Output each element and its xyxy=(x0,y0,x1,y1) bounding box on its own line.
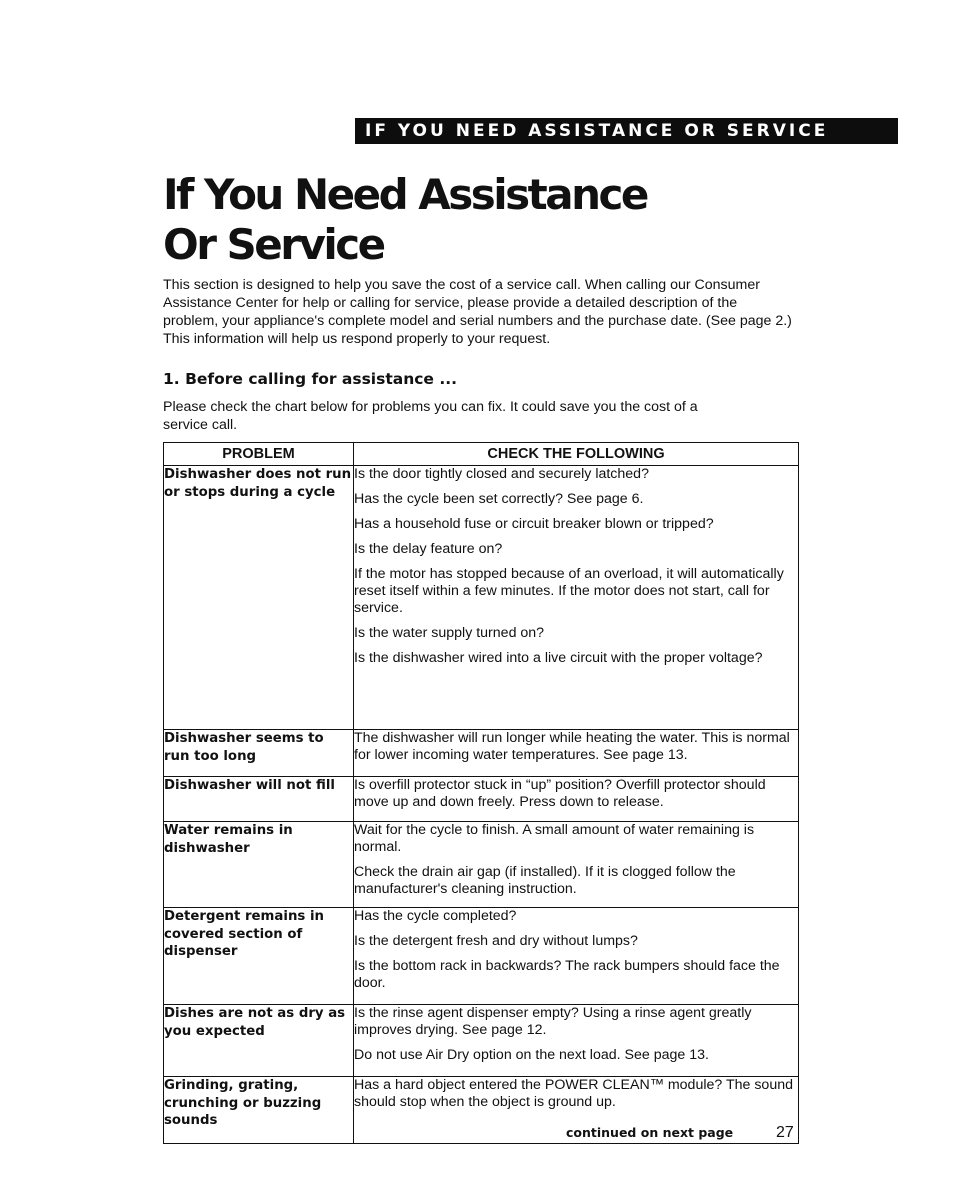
check-item: Is the water supply turned on? xyxy=(354,625,545,641)
troubleshooting-table xyxy=(163,442,799,1144)
problem-cell: Detergent remains in covered section of dispenser xyxy=(164,908,354,1005)
table-row xyxy=(164,466,799,730)
check-item: Is the door tightly closed and securely latched? xyxy=(354,466,649,482)
problem-cell: Dishes are not as dry as you expected xyxy=(164,1005,354,1077)
table-header-row xyxy=(164,443,799,466)
problem-cell: Dishwasher will not fill xyxy=(164,777,354,822)
check-item: Check the drain air gap (if installed). If it is clogged follow the manufacturer's cleaning instruction. xyxy=(354,864,736,897)
check-item: Is overfill protector stuck in “up” position? Overfill protector should move up and down freely. Press down to release. xyxy=(354,777,766,810)
problem-cell: Dishwasher does not run or stops during a cycle xyxy=(164,466,354,730)
table-row xyxy=(164,730,799,777)
checks-cell xyxy=(354,730,799,777)
section-heading: 1. Before calling for assistance ... xyxy=(163,370,458,388)
check-chart-instruction: Please check the chart below for problems you can fix. It could save you the cost of a service call. xyxy=(163,399,698,433)
problem-cell: Water remains in dishwasher xyxy=(164,822,354,908)
check-item: Wait for the cycle to finish. A small amount of water remaining is normal. xyxy=(354,822,755,855)
table-row xyxy=(164,908,799,1005)
problem-cell: Grinding, grating, crunching or buzzing sounds xyxy=(164,1077,354,1144)
continued-note: continued on next page xyxy=(566,1125,734,1140)
check-item: The dishwasher will run longer while heating the water. This is normal for lower incoming water temperatures. See page 13. xyxy=(354,730,790,763)
check-item: Has the cycle been set correctly? See page 6. xyxy=(354,491,644,507)
checks-cell xyxy=(354,822,799,908)
check-item: Has a hard object entered the POWER CLEAN™ module? The sound should stop when the object is ground up. xyxy=(354,1077,793,1110)
column-header-check: CHECK THE FOLLOWING xyxy=(354,443,799,466)
check-item: Has a household fuse or circuit breaker blown or tripped? xyxy=(354,516,714,532)
check-item: Is the rinse agent dispenser empty? Using a rinse agent greatly improves drying. See page 12. xyxy=(354,1005,752,1038)
check-item: Is the detergent fresh and dry without lumps? xyxy=(354,933,638,949)
column-header-problem: PROBLEM xyxy=(164,443,354,466)
page-number: 27 xyxy=(776,1124,794,1141)
problem-cell: Dishwasher seems to run too long xyxy=(164,730,354,777)
checks-cell xyxy=(354,777,799,822)
title-line-1: If You Need Assistance xyxy=(163,170,647,219)
page-title xyxy=(163,170,647,270)
table-row xyxy=(164,822,799,908)
intro-paragraph: This section is designed to help you save the cost of a service call. When calling our Consumer Assistance Center for help or calling for service, please provide a detailed description of the problem, your appliance's complete model and serial numbers and the purchase date. (See page 2.) This information will help us respond properly to your request. xyxy=(163,277,792,347)
check-item: Do not use Air Dry option on the next load. See page 13. xyxy=(354,1047,709,1063)
check-item: Has the cycle completed? xyxy=(354,908,517,924)
check-item: Is the dishwasher wired into a live circuit with the proper voltage? xyxy=(354,650,763,666)
checks-cell xyxy=(354,908,799,1005)
section-banner: IF YOU NEED ASSISTANCE OR SERVICE xyxy=(355,118,898,144)
title-line-2: Or Service xyxy=(163,220,384,269)
checks-cell xyxy=(354,1005,799,1077)
check-item: Is the delay feature on? xyxy=(354,541,503,557)
table-row xyxy=(164,1005,799,1077)
check-item: Is the bottom rack in backwards? The rack bumpers should face the door. xyxy=(354,958,780,991)
check-item: If the motor has stopped because of an overload, it will automatically reset itself within a few minutes. If the motor does not start, call for service. xyxy=(354,566,784,616)
checks-cell xyxy=(354,466,799,730)
table-row xyxy=(164,777,799,822)
